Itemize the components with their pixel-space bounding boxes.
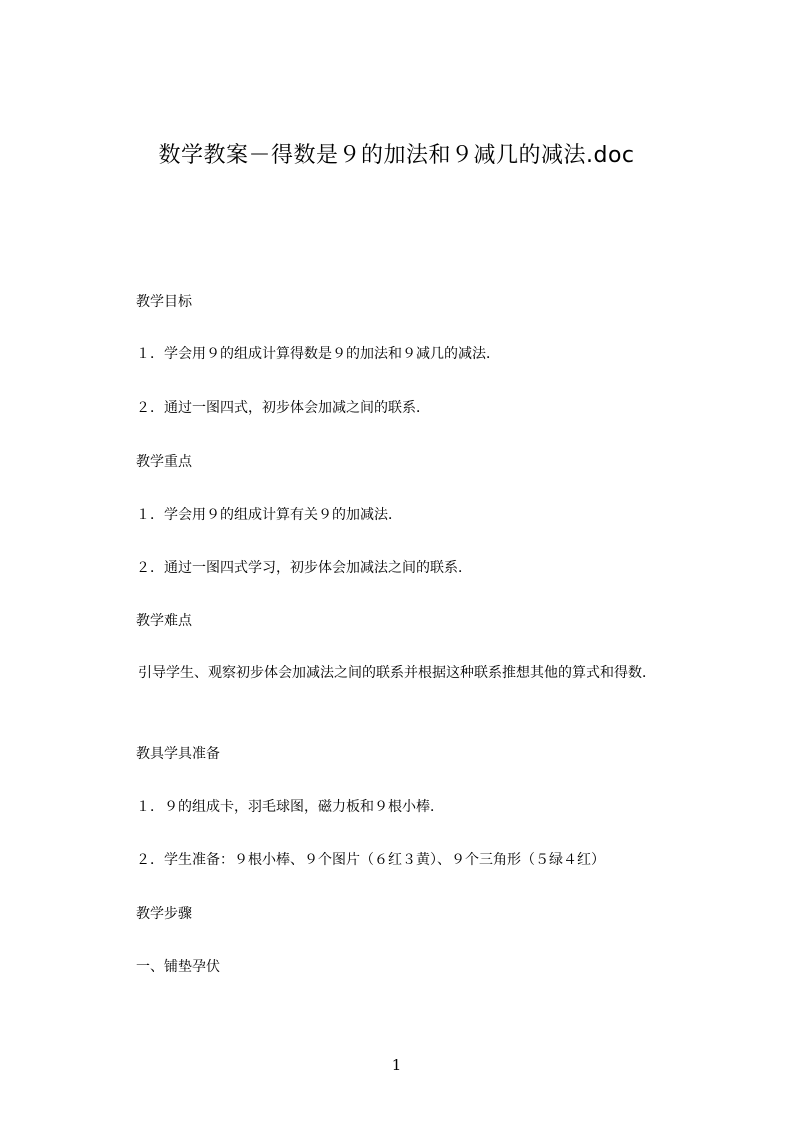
heading-teaching-goals: 教学目标 xyxy=(136,294,192,310)
paragraph-goal-2: ２．通过一图四式，初步体会加减之间的联系． xyxy=(136,400,430,416)
paragraph-aids-2: ２．学生准备：９根小棒、９个图片（６红３黄）、９个三角形（５绿４红） xyxy=(136,852,605,868)
heading-teaching-focus: 教学重点 xyxy=(136,454,192,470)
heading-step-1: 一、铺垫孕伏 xyxy=(136,959,220,975)
heading-teaching-aids: 教具学具准备 xyxy=(136,746,220,762)
paragraph-focus-2: ２．通过一图四式学习，初步体会加减法之间的联系． xyxy=(136,560,472,576)
paragraph-aids-1: １．９的组成卡，羽毛球图，磁力板和９根小棒． xyxy=(136,799,444,815)
page-number: 1 xyxy=(391,1056,402,1074)
document-title: 数学教案－得数是９的加法和９减几的减法.doc xyxy=(158,143,635,168)
heading-teaching-difficulty: 教学难点 xyxy=(136,613,192,629)
paragraph-focus-1: １．学会用９的组成计算有关９的加减法． xyxy=(136,507,402,523)
heading-teaching-steps: 教学步骤 xyxy=(136,906,192,922)
paragraph-goal-1: １．学会用９的组成计算得数是９的加法和９减几的减法． xyxy=(136,346,500,362)
paragraph-difficulty: 引导学生、观察初步体会加减法之间的联系并根据这种联系推想其他的算式和得数． xyxy=(138,665,656,681)
